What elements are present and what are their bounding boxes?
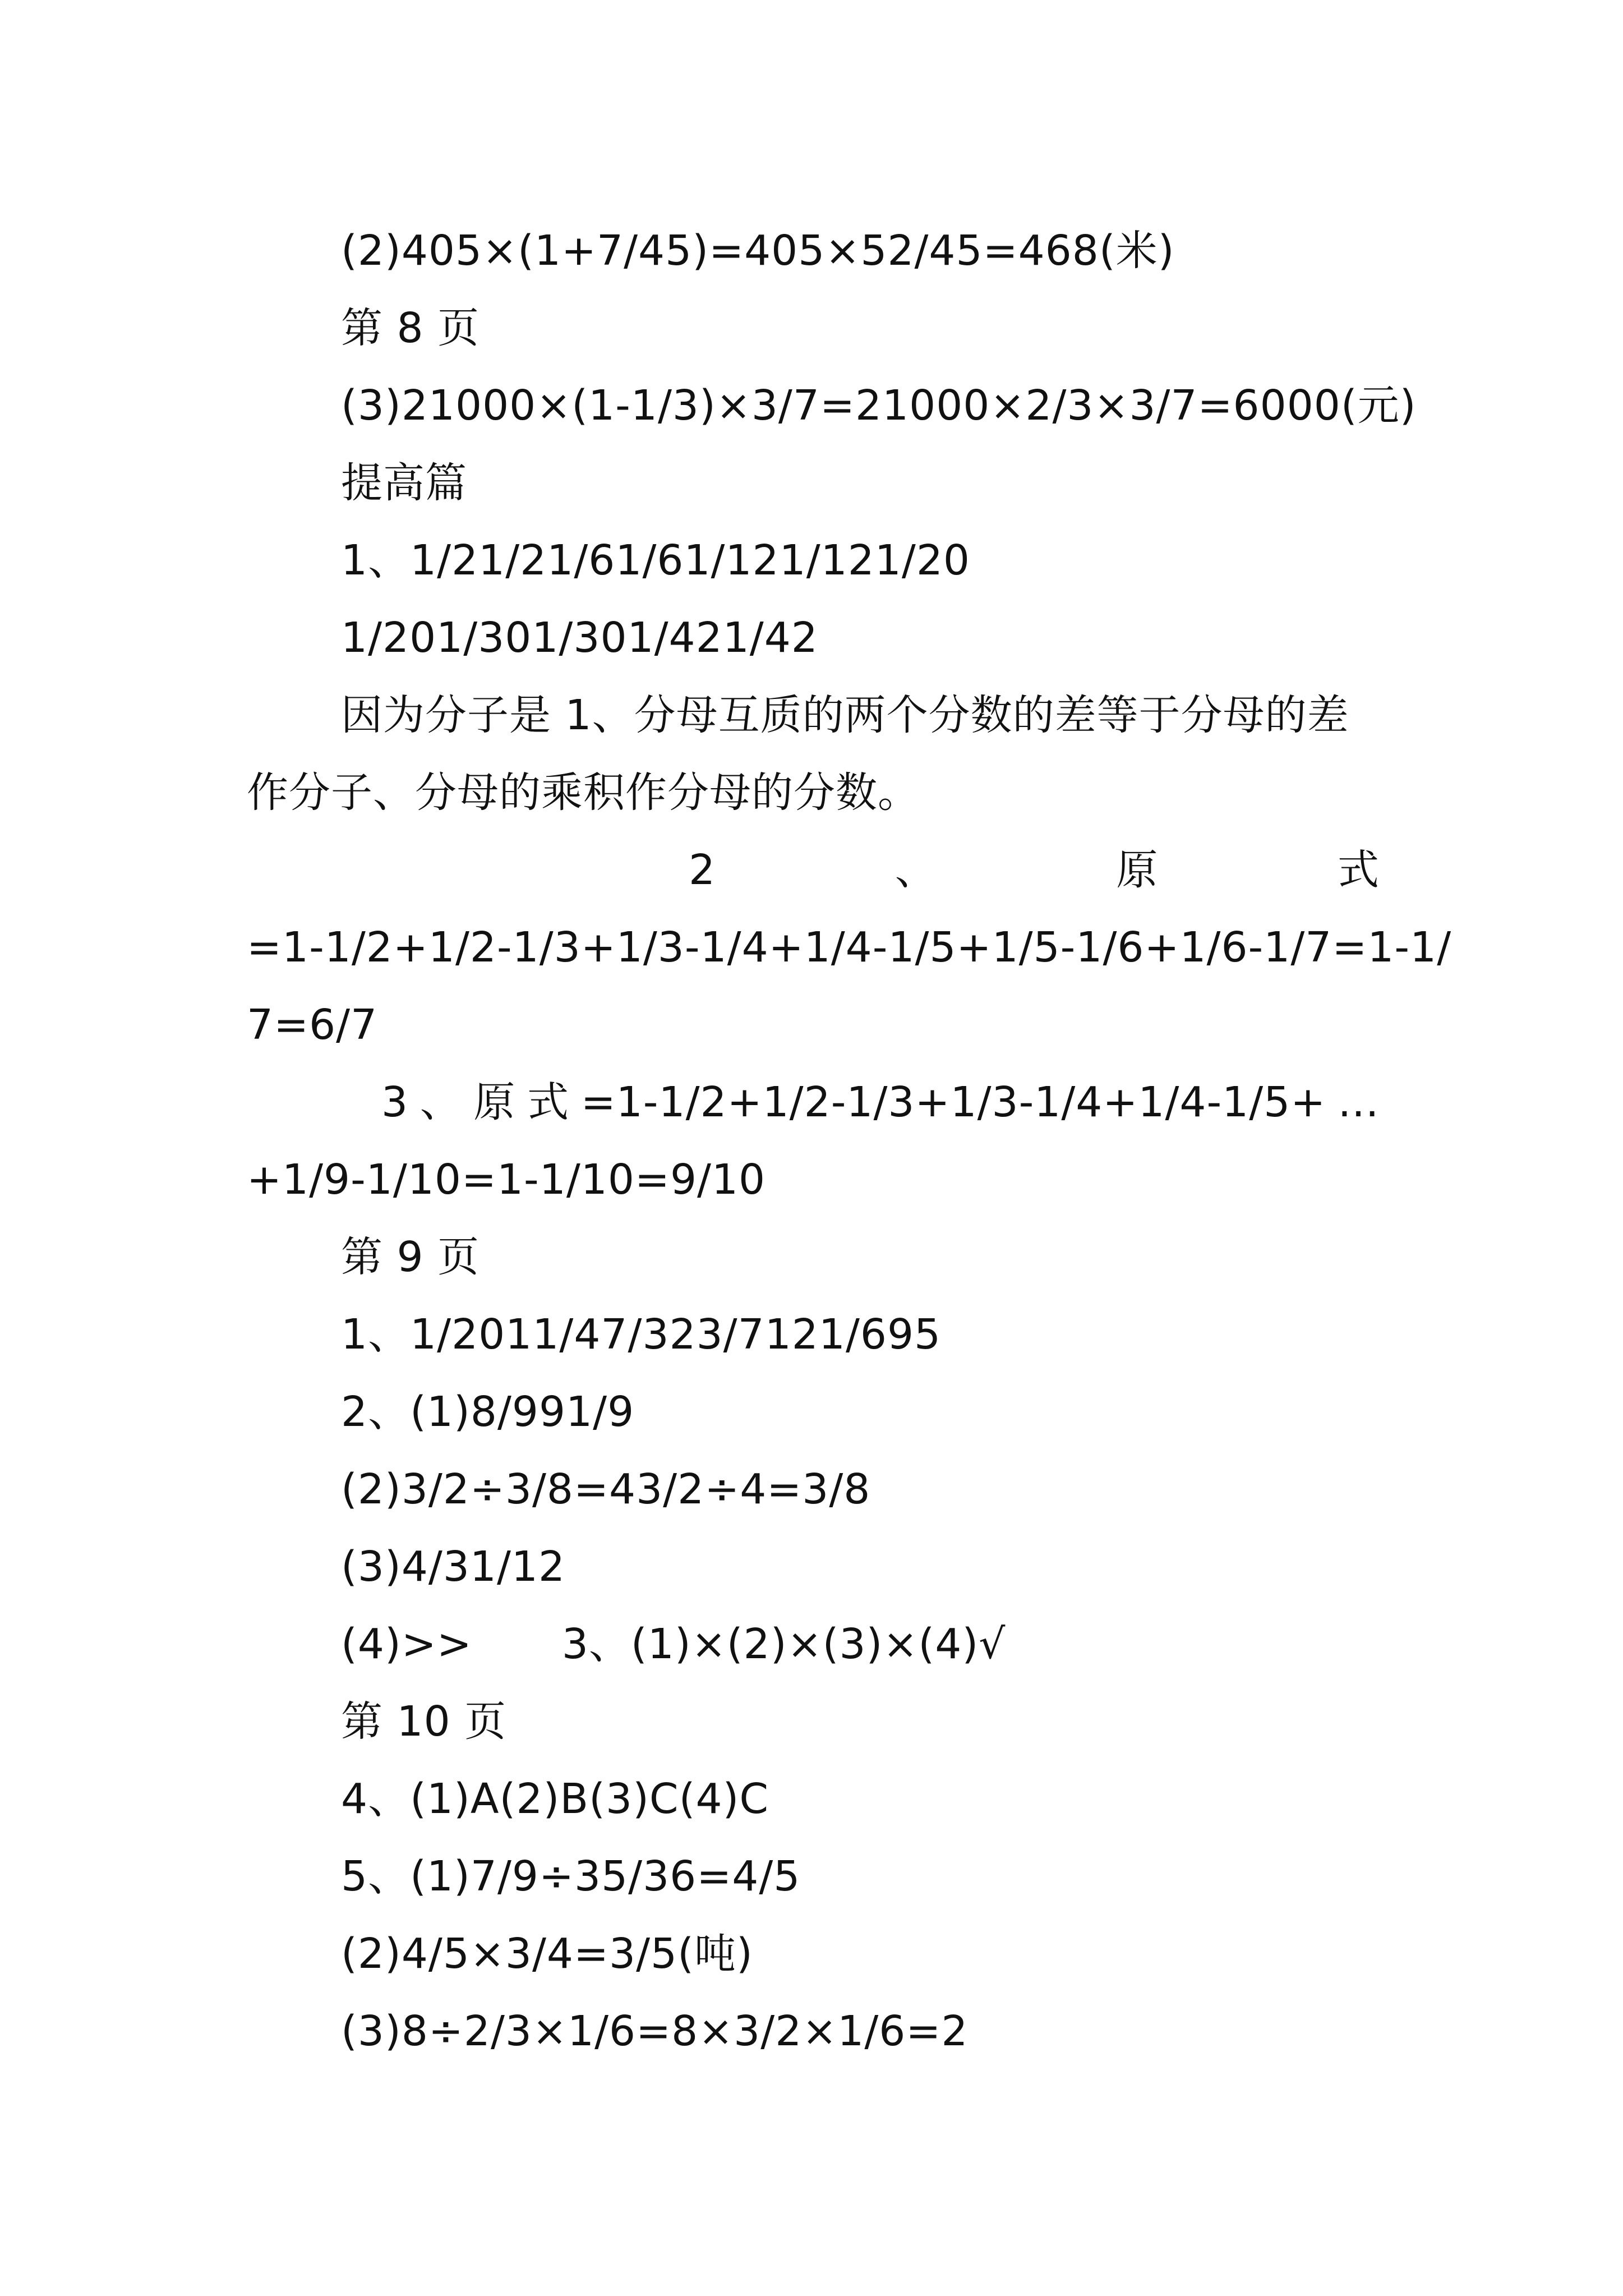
justified-token: … (1337, 1078, 1380, 1126)
text-line: (3)21000×(1-1/3)×3/7=21000×2/3×3/7=6000(元) (341, 381, 1417, 430)
text-fragment: 3、(1)×(2)×(3)×(4)√ (561, 1620, 1006, 1668)
text-line: (2)405×(1+7/45)=405×52/45=468(米) (341, 227, 1175, 275)
text-line: 1/201/301/301/421/42 (341, 614, 818, 662)
justified-token: 式 (1337, 846, 1380, 894)
text-line: 7=6/7 (247, 1001, 378, 1049)
document-content (247, 212, 1452, 2070)
text-line: 1、1/2011/47/323/7121/695 (341, 1310, 942, 1359)
text-line: 1、1/21/21/61/61/121/121/20 (341, 536, 970, 585)
justified-line (247, 1064, 1380, 1141)
text-line: (2)3/2÷3/8=43/2÷4=3/8 (341, 1465, 871, 1513)
text-line: 2、(1)8/991/9 (341, 1388, 635, 1436)
justified-token: 原 (473, 1078, 516, 1126)
justified-line (247, 831, 1380, 909)
justified-token: 原 (1116, 846, 1159, 894)
justified-token: =1-1/2+1/2-1/3+1/3-1/4+1/4-1/5+ (580, 1078, 1326, 1126)
page-heading: 第 10 页 (341, 1697, 507, 1746)
text-line: 5、(1)7/9÷35/36=4/5 (341, 1852, 801, 1901)
text-line: 因为分子是 1、分母互质的两个分数的差等于分母的差 (341, 691, 1349, 739)
section-heading: 提高篇 (341, 459, 467, 507)
justified-token: 、 (419, 1078, 462, 1126)
text-line: 作分子、分母的乘积作分母的分数。 (247, 769, 920, 817)
page-heading: 第 9 页 (341, 1233, 480, 1281)
justified-token: 3 (381, 1078, 409, 1126)
text-line: (3)4/31/12 (341, 1543, 566, 1591)
justified-token: 2 (689, 846, 716, 894)
page-heading: 第 8 页 (341, 304, 480, 352)
justified-token: 、 (895, 846, 937, 894)
justified-token: 式 (527, 1078, 570, 1126)
text-line: +1/9-1/10=1-1/10=9/10 (247, 1156, 766, 1204)
text-line: 4、(1)A(2)B(3)C(4)C (341, 1775, 769, 1823)
text-line: =1-1/2+1/2-1/3+1/3-1/4+1/4-1/5+1/5-1/6+1/6-1/7=1-1/ (247, 923, 1452, 972)
text-line: (3)8÷2/3×1/6=8×3/2×1/6=2 (341, 2007, 969, 2055)
text-fragment: (4)>> (341, 1620, 472, 1668)
text-line (247, 1605, 1380, 1683)
text-line: (2)4/5×3/4=3/5(吨) (341, 1930, 753, 1978)
